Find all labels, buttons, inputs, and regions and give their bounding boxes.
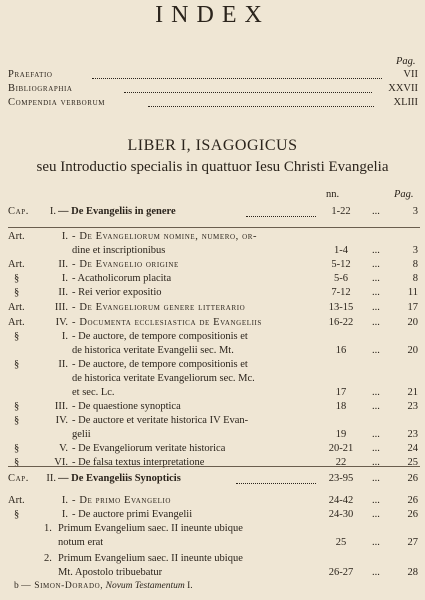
ellipsis: ... <box>372 302 380 313</box>
divider <box>8 466 420 467</box>
leader-dots <box>124 91 372 93</box>
entry-prefix: § <box>14 359 20 370</box>
entry-page: 26 <box>407 495 418 506</box>
entry-prefix: Art. <box>8 259 25 270</box>
entry-prefix: § <box>14 273 20 284</box>
entry-title: — De Evangeliis Synopticis <box>58 473 181 484</box>
toc-page: XLIII <box>393 97 418 108</box>
entry-title: de historica veritate Evangeliorum sec. Mc. <box>72 373 255 384</box>
entry-title: - Documenta ecclesiastica de Evangeliis <box>72 317 262 328</box>
entry-title: — De Evangeliis in genere <box>58 206 176 217</box>
entry-numbers: 20-21 <box>328 443 354 454</box>
entry-numbers: 17 <box>335 387 347 398</box>
entry-prefix: Art. <box>8 495 25 506</box>
entry-title: - De falsa textus interpretatione <box>72 457 205 468</box>
entry-page: 8 <box>412 259 418 270</box>
entry-prefix: § <box>14 331 20 342</box>
entry-page: 21 <box>407 387 418 398</box>
entry-title: - Rei verior expositio <box>72 287 162 298</box>
entry-number: 2. <box>44 553 52 564</box>
entry-number: III. <box>54 401 68 412</box>
entry-numbers: 5-6 <box>334 273 348 284</box>
leader-dots <box>236 482 316 484</box>
toc-praefatio[interactable]: Praefatio <box>8 69 53 80</box>
entry-number: I. <box>61 495 68 506</box>
entry-page: 23 <box>407 429 418 440</box>
entry-numbers: 18 <box>335 401 347 412</box>
entry-page: 20 <box>407 345 418 356</box>
entry-title: - De auctore, de tempore compositionis et <box>72 331 248 342</box>
leader-dots <box>148 105 374 107</box>
ellipsis: ... <box>372 206 380 217</box>
entry-prefix: § <box>14 415 20 426</box>
toc-bibliographia[interactable]: Bibliographia <box>8 83 73 94</box>
entry-numbers: 23-95 <box>328 473 354 484</box>
leader-dots <box>92 77 382 79</box>
entry-prefix: Art. <box>8 317 25 328</box>
entry-title: - De Evangeliorum nomine, numero, or- <box>72 231 258 242</box>
ellipsis: ... <box>372 273 380 284</box>
entry-numbers: 1-4 <box>334 245 348 256</box>
ellipsis: ... <box>372 317 380 328</box>
ellipsis: ... <box>372 401 380 412</box>
entry-number: II. <box>58 359 68 370</box>
entry-title: - De Evangeliorum veritate historica <box>72 443 226 454</box>
entry-number: V. <box>59 443 68 454</box>
entry-title: dine et inscriptionibus <box>72 245 166 256</box>
entry-prefix: § <box>14 287 20 298</box>
entry-page: 3 <box>412 245 418 256</box>
entry-title: - De auctore et veritate historica IV Evan- <box>72 415 249 426</box>
entry-title: Mt. Apostolo tribuebatur <box>58 567 163 578</box>
entry-title: - Acatholicorum placita <box>72 273 172 284</box>
ellipsis: ... <box>372 429 380 440</box>
entry-numbers: 1-22 <box>331 206 351 217</box>
entry-numbers: 25 <box>335 537 347 548</box>
ellipsis: ... <box>372 473 380 484</box>
entry-numbers: 7-12 <box>331 287 351 298</box>
pag-header: Pag. <box>394 189 414 200</box>
divider <box>8 227 420 228</box>
entry-page: 24 <box>407 443 418 454</box>
signature-mark: b <box>14 581 19 591</box>
entry-title: Primum Evangelium saec. II ineunte ubique <box>58 553 243 564</box>
entry-page: 17 <box>407 302 418 313</box>
ellipsis: ... <box>372 345 380 356</box>
liber-subtitle: seu Introductio specialis in quattuor Iesu Christi Evangelia <box>36 159 389 175</box>
entry-title: - De primo Evangelio <box>72 495 172 506</box>
page-title: INDEX <box>155 2 270 28</box>
entry-numbers: 5-12 <box>331 259 351 270</box>
entry-numbers: 26-27 <box>328 567 354 578</box>
entry-page: 25 <box>407 457 418 468</box>
entry-page: 11 <box>407 287 418 298</box>
entry-numbers: 22 <box>335 457 347 468</box>
entry-number: I. <box>49 206 56 217</box>
ellipsis: ... <box>372 495 380 506</box>
entry-page: 28 <box>407 567 418 578</box>
entry-number: I. <box>61 231 68 242</box>
ellipsis: ... <box>372 509 380 520</box>
ellipsis: ... <box>372 443 380 454</box>
ellipsis: ... <box>372 245 380 256</box>
footer-author: — Simon-Dorado, <box>21 581 104 591</box>
footer <box>14 581 193 591</box>
footer-work: Novum Testamentum <box>105 581 185 591</box>
entry-page: 8 <box>412 273 418 284</box>
nn-header: nn. <box>326 189 340 200</box>
entry-number: II. <box>58 259 68 270</box>
ellipsis: ... <box>372 259 380 270</box>
entry-prefix: § <box>14 443 20 454</box>
entry-numbers: 24-30 <box>328 509 354 520</box>
entry-page: 23 <box>407 401 418 412</box>
entry-number: IV. <box>55 415 68 426</box>
entry-title: - De auctore, de tempore compositionis et <box>72 359 248 370</box>
entry-page: 3 <box>412 206 418 217</box>
entry-prefix: § <box>14 509 20 520</box>
toc-compendia[interactable]: Compendia verborum <box>8 97 106 108</box>
entry-title: - De auctore primi Evangelii <box>72 509 193 520</box>
liber-heading: LIBER I, ISAGOGICUS <box>127 137 298 154</box>
ellipsis: ... <box>372 457 380 468</box>
entry-number: I. <box>61 273 68 284</box>
ellipsis: ... <box>372 387 380 398</box>
ellipsis: ... <box>372 567 380 578</box>
entry-title: gelii <box>72 429 91 440</box>
entry-title: Primum Evangelium saec. II ineunte ubique <box>58 523 243 534</box>
entry-page: 26 <box>407 509 418 520</box>
entry-prefix: Cap. <box>8 473 29 484</box>
entry-number: II. <box>58 287 68 298</box>
entry-number: I. <box>61 331 68 342</box>
toc-page: XXVII <box>388 83 418 94</box>
entry-title: notum erat <box>58 537 104 548</box>
entry-numbers: 16 <box>335 345 347 356</box>
entry-numbers: 16-22 <box>328 317 354 328</box>
entry-number: 1. <box>44 523 52 534</box>
entry-title: - De Evangeliorum genere litterario <box>72 302 246 313</box>
entry-prefix: § <box>14 457 20 468</box>
entry-number: IV. <box>55 317 68 328</box>
entry-number: II. <box>46 473 56 484</box>
entry-prefix: Cap. <box>8 206 29 217</box>
entry-numbers: 24-42 <box>328 495 354 506</box>
entry-title: et sec. Lc. <box>72 387 115 398</box>
entry-title: - De Evangelio origine <box>72 259 179 270</box>
entry-title: de historica veritate Evangelii sec. Mt. <box>72 345 234 356</box>
ellipsis: ... <box>372 287 380 298</box>
entry-number: I. <box>61 509 68 520</box>
entry-title: - De quaestione synoptica <box>72 401 181 412</box>
footer-volume: I. <box>187 581 193 591</box>
ellipsis: ... <box>372 537 380 548</box>
entry-page: 26 <box>407 473 418 484</box>
entry-numbers: 13-15 <box>328 302 354 313</box>
entry-prefix: Art. <box>8 231 25 242</box>
entry-prefix: Art. <box>8 302 25 313</box>
pag-header: Pag. <box>396 56 416 67</box>
entry-page: 27 <box>407 537 418 548</box>
entry-number: VI. <box>54 457 68 468</box>
entry-page: 20 <box>407 317 418 328</box>
leader-dots <box>246 215 316 217</box>
entry-prefix: § <box>14 401 20 412</box>
entry-numbers: 19 <box>335 429 347 440</box>
entry-number: III. <box>54 302 68 313</box>
toc-page: VII <box>403 69 418 80</box>
